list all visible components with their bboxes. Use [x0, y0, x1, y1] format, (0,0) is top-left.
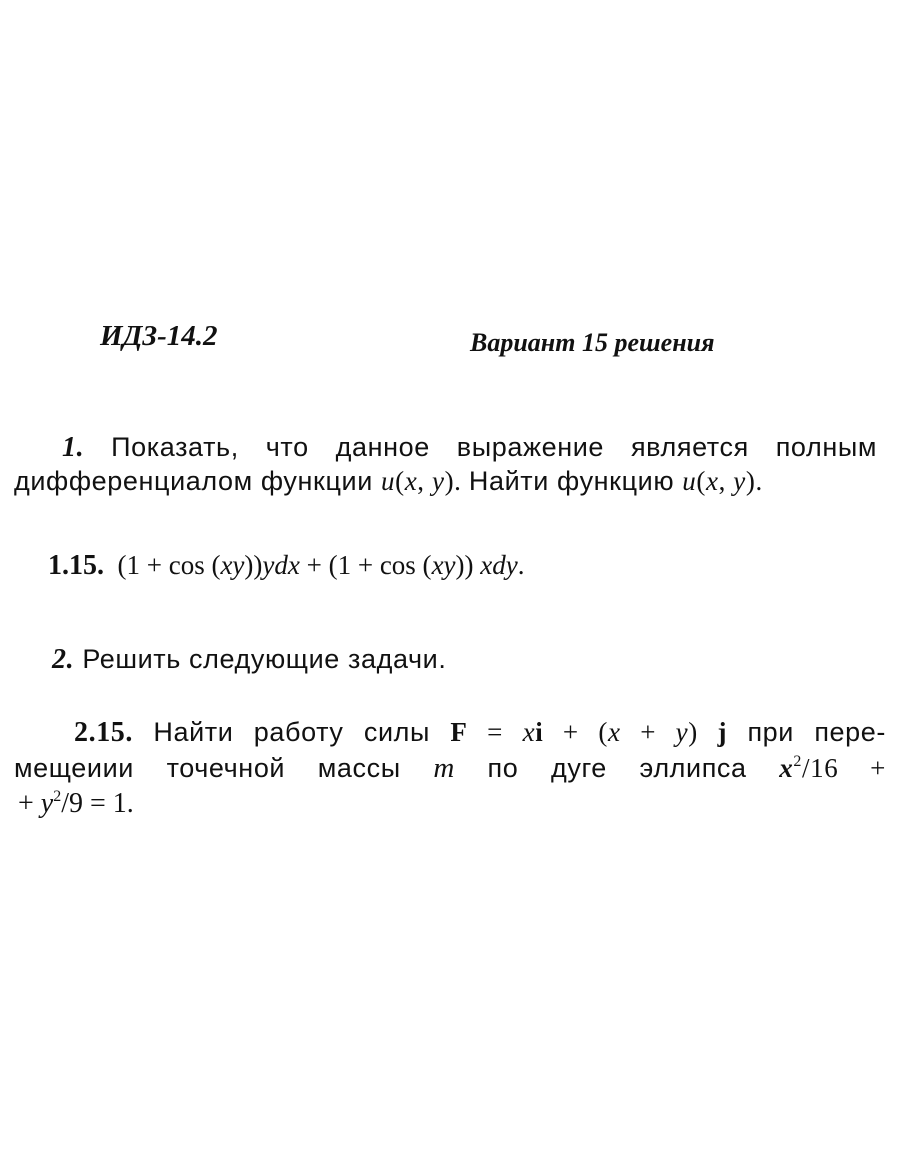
task1-line2	[14, 466, 763, 497]
problem-2-15-line2	[14, 752, 886, 785]
expr-part4: ))	[455, 550, 481, 580]
paren-open-2: (	[696, 466, 706, 496]
expr-xy-2: xy	[431, 550, 456, 580]
problem-2-15-text-a: Найти работу силы	[153, 717, 431, 747]
unit-j: j	[717, 717, 728, 747]
problem-2-15-text-b: при пере-	[747, 717, 886, 747]
task1-line1	[62, 432, 877, 464]
problem-2-15-line3	[18, 788, 134, 820]
comma-1: ,	[417, 466, 432, 496]
problem-2-15-number: 2.15.	[74, 717, 133, 748]
problem-1-15	[48, 550, 524, 582]
task1-text-line2a: дифференциалом функции	[14, 466, 373, 496]
paren-open-1: (	[395, 466, 405, 496]
ellipse-exp-2: 2	[53, 788, 62, 805]
force-F: F	[450, 717, 468, 747]
expr-xdy: xdy	[480, 550, 518, 580]
var-x-2: x	[706, 466, 719, 496]
task2-text: Решить следующие задачи.	[82, 644, 447, 674]
var-y-1: y	[432, 466, 445, 496]
task2-line	[52, 644, 446, 676]
func-u-1: u	[381, 466, 396, 496]
expr-part3: + (1 + cos (	[299, 550, 432, 580]
problem-2-15-text-d: по дуге эллипса	[487, 753, 747, 783]
expr-part2: ))	[244, 550, 263, 580]
force-x2: x	[607, 717, 621, 747]
mass-m: m	[433, 752, 455, 784]
force-y: y	[675, 717, 689, 747]
problem-2-15-line1	[74, 717, 886, 749]
eq-sign: =	[467, 717, 523, 747]
expr-part1: (1 + cos (	[117, 550, 221, 580]
problem-1-15-number: 1.15.	[48, 550, 104, 581]
assignment-code: ИДЗ-14.2	[100, 320, 218, 352]
task1-text-line1: Показать, что данное выражение является полным	[111, 432, 877, 462]
ellipse-y: y	[40, 788, 54, 819]
paren-close-1: ).	[444, 466, 462, 496]
paren-close-force: )	[688, 717, 718, 747]
ellipse-div-1: /16 +	[802, 753, 886, 783]
var-y-2: y	[733, 466, 746, 496]
ellipse-x: x	[779, 753, 794, 783]
variant-title: Вариант 15 решения	[470, 328, 715, 357]
force-x: x	[522, 717, 536, 747]
task1-text-line2b: Найти функцию	[468, 466, 683, 496]
unit-i: i	[535, 717, 544, 747]
task1-number: 1.	[62, 432, 85, 463]
expr-end: .	[517, 550, 525, 580]
plus-2: +	[620, 717, 676, 747]
paren-close-2: ).	[745, 466, 763, 496]
var-x-1: x	[404, 466, 418, 496]
expr-xy-1: xy	[220, 550, 245, 580]
plus-open: + (	[543, 717, 608, 747]
task2-number: 2.	[52, 644, 75, 675]
comma-2: ,	[718, 466, 734, 496]
line3-plus: +	[18, 788, 41, 819]
ellipse-exp-1: 2	[793, 753, 802, 770]
expr-ydx: ydx	[262, 550, 300, 580]
problem-2-15-text-c: мещеиии точечной массы	[14, 753, 401, 783]
func-u-2: u	[682, 466, 697, 496]
ellipse-div-2: /9 = 1.	[61, 788, 134, 819]
